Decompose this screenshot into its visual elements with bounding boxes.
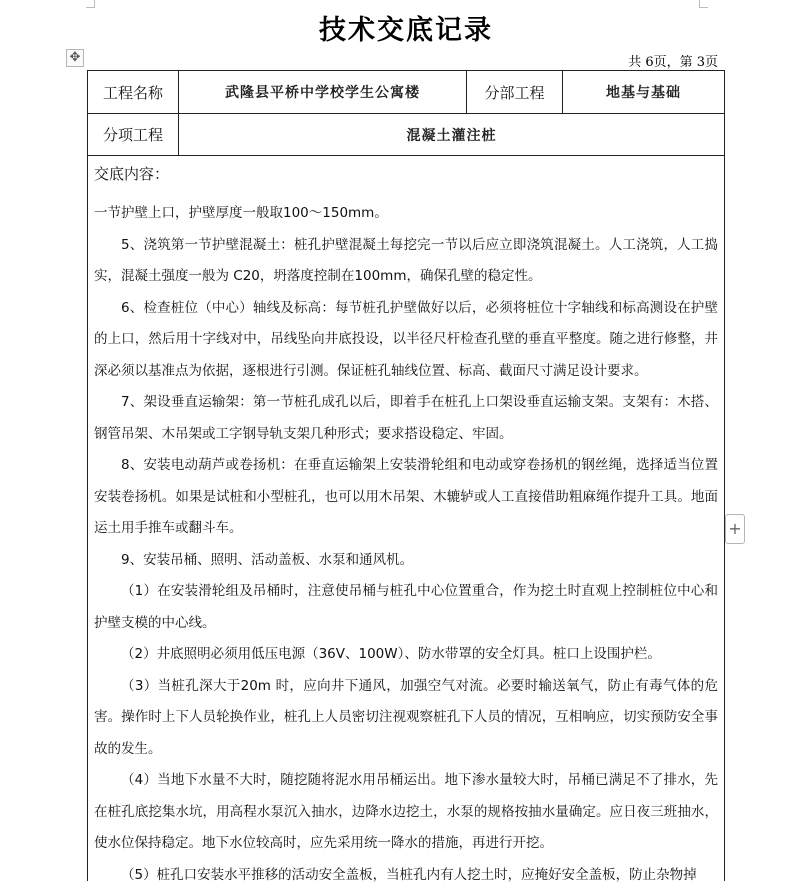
- content-paragraph: （3）当桩孔深大于20m 时，应向井下通风，加强空气对流。必要时输送氧气，防止有毒气体的危害。操作时上下人员轮换作业，桩孔上人员密切注视观察桩孔下人员的情况，互相响应，切实预防安全事故的发生。: [94, 671, 718, 766]
- disclosure-table: [87, 70, 725, 881]
- content-paragraph: 5、浇筑第一节护壁混凝土：桩孔护壁混凝土每挖完一节以后应立即浇筑混凝土。人工浇筑，人工捣实，混凝土强度一般为 C20，坍落度控制在100mm，确保孔壁的稳定性。: [94, 230, 718, 293]
- content-paragraph: （5）桩孔口安装水平推移的活动安全盖板，当桩孔内有人挖土时，应掩好安全盖板，防止杂物掉: [94, 860, 718, 891]
- content-paragraph: （2）井底照明必须用低压电源（36V、100W）、防水带罩的安全灯具。桩口上设围护栏。: [94, 639, 718, 671]
- document-title: 技术交底记录: [0, 8, 796, 47]
- subitem-value: 混凝土灌注桩: [407, 125, 497, 145]
- move-cross-icon[interactable]: ✥: [66, 49, 84, 67]
- table-row-project: [88, 71, 724, 114]
- project-name-label: 工程名称: [103, 82, 163, 103]
- disclosure-content[interactable]: [94, 156, 718, 891]
- page-count: 共 6页，第 3页: [628, 51, 718, 70]
- content-paragraph: 7、架设垂直运输架：第一节桩孔成孔以后，即着手在桩孔上口架设垂直运输支架。支架有：木搭、钢管吊架、木吊架或工字钢导轨支架几种形式；要求搭设稳定、牢固。: [94, 387, 718, 450]
- subitem-value-cell[interactable]: [178, 114, 724, 155]
- division-label: 分部工程: [484, 82, 544, 103]
- subitem-label-cell: [88, 114, 178, 155]
- content-paragraph: 6、检查桩位（中心）轴线及标高：每节桩孔护壁做好以后，必须将桩位十字轴线和标高测设在护壁的上口，然后用十字线对中，吊线坠向井底投设，以半径尺杆检查孔壁的垂直平整度。随之进行修整，井深必须以基准点为依据，逐根进行引测。保证桩孔轴线位置、标高、截面尺寸满足设计要求。: [94, 293, 718, 388]
- division-value: 地基与基础: [606, 82, 681, 102]
- content-paragraph: 9、安装吊桶、照明、活动盖板、水泵和通风机。: [94, 545, 718, 577]
- page-corner-mark-right: [699, 0, 700, 8]
- project-name-value: 武隆县平桥中学校学生公寓楼: [225, 82, 420, 102]
- project-name-label-cell: [88, 71, 178, 113]
- division-label-cell: [466, 71, 562, 113]
- page-corner-mark-left: [94, 0, 95, 8]
- content-paragraph: 8、安装电动葫芦或卷扬机：在垂直运输架上安装滑轮组和电动或穿卷扬机的钢丝绳，选择适当位置安装卷扬机。如果是试桩和小型桩孔，也可以用木吊架、木辘轳或人工直接借助粗麻绳作提升工具。地面运土用手推车或翻斗车。: [94, 450, 718, 545]
- subitem-label: 分项工程: [103, 124, 163, 145]
- content-paragraph: （4）当地下水量不大时，随挖随将泥水用吊桶运出。地下渗水量较大时，吊桶已满足不了排水，先在桩孔底挖集水坑，用高程水泵沉入抽水，边降水边挖土，水泵的规格按抽水量确定。应日夜三班抽水，使水位保持稳定。地下水位较高时，应先采用统一降水的措施，再进行开挖。: [94, 765, 718, 860]
- project-name-value-cell[interactable]: [178, 71, 466, 113]
- content-paragraph: （1）在安装滑轮组及吊桶时，注意使吊桶与桩孔中心位置重合，作为挖土时直观上控制桩位中心和护壁支模的中心线。: [94, 576, 718, 639]
- content-paragraph: 一节护壁上口，护壁厚度一般取100～150mm。: [94, 198, 718, 230]
- table-row-subitem: [88, 114, 724, 156]
- content-heading: 交底内容：: [94, 164, 718, 184]
- plus-icon[interactable]: +: [725, 514, 745, 544]
- division-value-cell[interactable]: [562, 71, 724, 113]
